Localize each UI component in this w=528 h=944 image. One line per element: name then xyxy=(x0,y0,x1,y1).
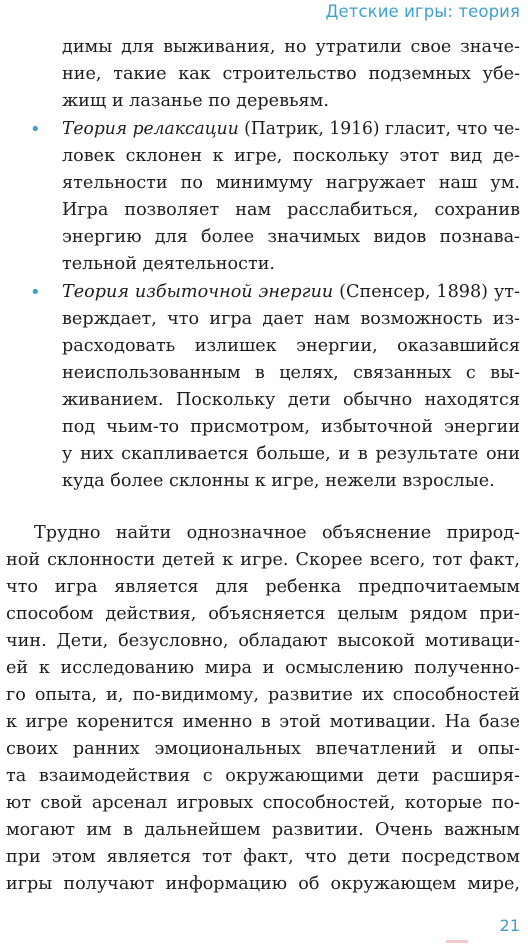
surplus-energy-theory-line: под чьим-то присмотром, избыточной энергии xyxy=(62,417,520,437)
paragraph-line: к игре коренится именно в этой мотивации. На базе xyxy=(6,712,520,732)
bullet-marker: • xyxy=(30,282,41,303)
relaxation-theory-term: Теория релаксации xyxy=(62,119,239,139)
relaxation-theory-first-line xyxy=(62,116,521,143)
surplus-energy-theory-line: живанием. Поскольку дети обычно находятся xyxy=(62,390,520,410)
relaxation-theory-line: тельной деятельности. xyxy=(62,254,276,274)
running-head: Детские игры: теория xyxy=(325,2,520,21)
paragraph-line: Трудно найти однозначное объяснение природ- xyxy=(34,523,520,543)
paragraph-line: го опыта, и, по-видимому, развитие их способностей xyxy=(6,685,520,705)
paragraph-line: ной склонности детей к игре. Скорее всего, тот факт, xyxy=(6,550,520,570)
surplus-energy-theory-first-line xyxy=(62,279,520,306)
paragraph-line: игры получают информацию об окружающем мире, xyxy=(6,874,520,894)
relaxation-theory-line: энергию для более значимых видов познава- xyxy=(62,227,520,247)
continuation-line: ние, такие как строительство подземных убе- xyxy=(62,64,520,84)
surplus-energy-theory-line: неиспользованным в целях, связанных с вы- xyxy=(62,363,520,383)
surplus-energy-theory-line: расходовать излишек энергии, оказавшийся xyxy=(62,336,520,356)
surplus-energy-theory-term: Теория избыточной энергии xyxy=(62,282,334,302)
paragraph-line: своих ранних эмоциональных впечатлений и опы- xyxy=(6,739,520,759)
surplus-energy-theory-line: верждает, что игра дает нам возможность из- xyxy=(62,309,520,329)
bullet-marker: • xyxy=(30,119,41,140)
paragraph-line: та взаимодействия с окружающими дети расширя- xyxy=(6,766,520,786)
page-edge-mark xyxy=(446,940,468,943)
surplus-energy-theory-line: куда более склонны к игре, нежели взрослые. xyxy=(62,471,495,491)
surplus-energy-theory-line: у них скапливается больше, и в результате они xyxy=(62,444,520,464)
relaxation-theory-line: ятельности по минимуму нагружает наш ум. xyxy=(62,173,520,193)
paragraph-line: ей к исследованию мира и осмыслению полученно- xyxy=(6,658,520,678)
page-number: 21 xyxy=(499,916,520,935)
paragraph-line: могают им в дальнейшем развитии. Очень важным xyxy=(6,820,520,840)
paragraph-line: что игра является для ребенка предпочитаемым xyxy=(6,577,520,597)
paragraph-line: при этом является тот факт, что дети посредством xyxy=(6,847,520,867)
paragraph-line: способом действия, объясняется целым рядом при- xyxy=(6,604,520,624)
paragraph-line: ют свой арсенал игровых способностей, которые по- xyxy=(6,793,520,813)
paragraph-line: чин. Дети, безусловно, обладают высокой мотиваци- xyxy=(6,631,520,651)
continuation-line: димы для выживания, но утратили свое значе- xyxy=(62,37,520,57)
relaxation-theory-citation: (Патрик, 1916) гласит, что че- xyxy=(238,119,521,139)
relaxation-theory-line: ловек склонен к игре, поскольку этот вид де- xyxy=(62,146,520,166)
relaxation-theory-line: Игра позволяет нам расслабиться, сохранив xyxy=(62,200,520,220)
continuation-line: жищ и лазанье по деревьям. xyxy=(62,91,329,111)
surplus-energy-theory-citation: (Спенсер, 1898) ут- xyxy=(333,282,520,302)
